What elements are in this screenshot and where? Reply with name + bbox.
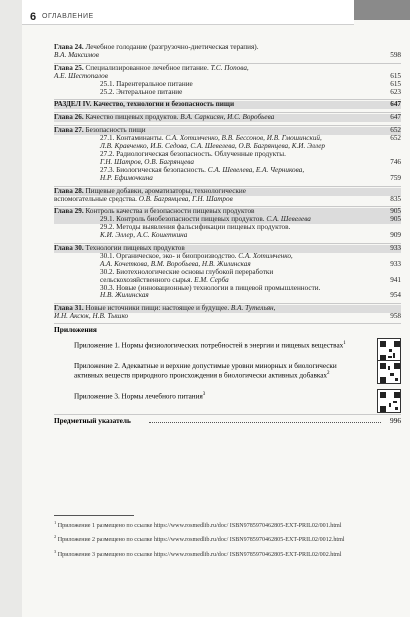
toc-entry xyxy=(54,303,401,321)
qr-code-icon xyxy=(377,360,401,384)
entry-title: Лечебное голодание (разгрузочно-диетическая терапия). xyxy=(83,43,259,51)
toc-entry xyxy=(54,186,401,204)
entry-title: РАЗДЕЛ IV. Качество, технологии и безопасность пищи xyxy=(54,100,235,109)
page-number: 6 xyxy=(30,11,37,23)
appendix-item xyxy=(54,362,401,379)
entry-authors: Е.М. Серба xyxy=(194,275,229,284)
footnote-marker: 1 xyxy=(343,341,346,347)
entry-title: 27.2. Радиологическая безопасность. Облученные продукты. xyxy=(100,149,286,158)
chapter-label: Глава 26. xyxy=(54,113,84,122)
entry-title: Технологии пищевых продуктов xyxy=(83,244,185,253)
toc-entry xyxy=(54,112,401,122)
footnote-marker: 3 xyxy=(202,391,206,397)
page-ref: 598 xyxy=(390,50,401,59)
chapter-label: Глава 31. xyxy=(54,304,84,313)
entry-authors: К.И. Эллер, А.С. Кошеткина xyxy=(100,231,188,240)
page-ref: 623 xyxy=(390,87,401,96)
footnote-text: Приложение 3 размещено по ссылке https://www.rosmedlib.ru/doc/ ISBN9785970462805-EXT-PRIL02/002.html xyxy=(56,551,342,558)
appendix-text: Приложение 2. Адекватные и верхние допустимые уровни минорных и биологически активных веществ природного происхождения в биологически активных добавках xyxy=(74,361,337,379)
entry-title: 29.2. Методы выявления фальсификации пищевых продуктов. xyxy=(100,223,291,232)
footnote-number: 1 xyxy=(54,520,57,525)
entry-title: 27.1. Контаминанты. xyxy=(100,134,166,143)
toc-line xyxy=(54,196,401,204)
page-ref: 905 xyxy=(390,215,401,224)
entry-authors: Н.Р. Ефимочкина xyxy=(100,173,153,182)
chapter-label: Глава 30. xyxy=(54,244,84,253)
toc-line xyxy=(54,52,401,60)
page-ref: 652 xyxy=(390,134,401,143)
page-ref: 615 xyxy=(390,79,401,88)
page-ref: 746 xyxy=(390,157,401,166)
running-title: ОГЛАВЛЕНИЕ xyxy=(42,13,94,20)
page-ref: 905 xyxy=(390,207,401,216)
toc-line xyxy=(54,114,401,122)
footnote xyxy=(54,548,394,559)
entry-authors: Н.В. Жилинская xyxy=(100,291,149,300)
entry-title: 29.1. Контроль биобезопасности пищевых продуктов. xyxy=(100,215,267,224)
page-ref: 933 xyxy=(390,259,401,268)
entry-authors: В.А. Максимов xyxy=(54,50,99,59)
entry-authors: Л.В. Кравченко, И.Б. Седова, С.А. Шевелева, О.В. Багрянцева, К.И. Эллер xyxy=(100,142,325,151)
appendix-item xyxy=(54,391,401,400)
header-bar xyxy=(354,0,410,20)
toc-entry xyxy=(54,89,401,97)
appendix-text: Приложение 1. Нормы физиологических потребностей в энергии и пищевых веществах xyxy=(74,341,344,350)
toc-line xyxy=(54,313,401,321)
toc-entry xyxy=(54,99,401,109)
footnote-text: Приложение 1 размещено по ссылке https://www.rosmedlib.ru/doc/ ISBN9785970462805-EXT-PRIL02/001.html xyxy=(56,523,342,530)
entry-authors: О.В. Багрянцева, Г.Н. Шатров xyxy=(138,194,233,203)
entry-title: Пищевые добавки, ароматизаторы, технологические xyxy=(83,186,246,195)
entry-title: 27.3. Биологическая безопасность. xyxy=(100,165,208,174)
entry-title: 30.1. Органическое, эко- и биопроизводство. xyxy=(100,251,239,260)
chapter-label: Глава 25. xyxy=(54,63,84,72)
footnote xyxy=(54,533,394,544)
toc-line xyxy=(54,89,401,97)
qr-code-icon xyxy=(377,389,401,413)
entry-authors: А.А. Кочеткова, В.М. Воробьева, Н.В. Жилинская xyxy=(100,259,251,268)
footnote-number: 3 xyxy=(54,548,57,554)
chapter-label: Глава 28. xyxy=(54,186,84,195)
page-ref: 652 xyxy=(390,126,401,135)
toc-line xyxy=(54,292,401,300)
book-page xyxy=(22,0,410,617)
toc-line xyxy=(54,232,401,240)
page-ref: 996 xyxy=(390,416,401,426)
footnote-rule xyxy=(54,515,134,516)
toc-line xyxy=(54,175,401,183)
page-ref: 647 xyxy=(390,113,401,122)
footnote-marker: 2 xyxy=(327,370,330,376)
toc-entry xyxy=(54,253,401,269)
entry-authors: С.А. Шевелева, Е.А. Черникова, xyxy=(207,165,305,174)
entry-authors: С.А. Хотимченко, xyxy=(238,251,293,260)
entry-title: 25.2. Энтеральное питание xyxy=(100,87,183,96)
toc-line xyxy=(54,101,401,109)
toc-entry xyxy=(54,135,401,151)
leader-dots xyxy=(149,422,381,423)
page-ref: 954 xyxy=(390,291,401,300)
chapter-label: Глава 24. xyxy=(54,43,84,51)
entry-title: Контроль качества и безопасности пищевых продуктов xyxy=(83,207,255,216)
entry-title: вспомогательные средства. xyxy=(54,194,139,203)
toc-entry xyxy=(54,151,401,167)
entry-authors: В.А. Саркисян, И.С. Воробьева xyxy=(180,113,275,122)
subject-index-label: Предметный указатель xyxy=(54,416,131,426)
entry-title: Качество пищевых продуктов. xyxy=(83,113,181,122)
entry-title: сельскохозяйственного сырья. xyxy=(100,275,195,284)
entry-title: Специализированное лечебное питание. xyxy=(83,63,211,72)
entry-authors: Г.Н. Шатров, О.В. Багрянцева xyxy=(100,157,194,166)
entry-authors: Т.С. Попова, xyxy=(210,63,249,72)
table-of-contents xyxy=(54,44,401,425)
toc-entry xyxy=(54,269,401,285)
footnotes xyxy=(54,515,394,562)
page-ref: 615 xyxy=(390,71,401,80)
footnote-text: Приложение 2 размещено по ссылке https://www.rosmedlib.ru/doc/ ISBN9785970462805-EXT-PRIL02/0012.html xyxy=(56,537,345,544)
chapter-label: Глава 29. xyxy=(54,207,84,216)
entry-title: Новые источники пищи: настоящее и будущее. xyxy=(83,304,231,313)
appendices-section xyxy=(54,323,401,400)
appendix-text: Приложение 3. Нормы лечебного питания xyxy=(74,392,203,401)
footnote xyxy=(54,519,394,530)
page-ref: 759 xyxy=(390,173,401,182)
entry-title: 30.3. Новые (инновационные) технологии в пищевой промышленности. xyxy=(100,283,321,292)
page-ref: 941 xyxy=(390,275,401,284)
entry-title: Безопасность пищи xyxy=(83,126,146,135)
page-ref: 958 xyxy=(390,312,401,321)
toc-entry xyxy=(54,224,401,240)
page-ref: 933 xyxy=(390,244,401,253)
entry-authors: В.А. Тутельян, xyxy=(230,304,276,313)
qr-code-icon xyxy=(377,338,401,362)
appendix-item xyxy=(54,340,401,349)
toc-entry xyxy=(54,167,401,183)
entry-authors: С.А. Шевелева xyxy=(266,215,311,224)
toc-entry xyxy=(54,285,401,301)
entry-title: 25.1. Парентеральное питание xyxy=(100,79,193,88)
toc-entry xyxy=(54,44,401,60)
entry-authors: С.А. Хотимченко, В.В. Бессонов, И.В. Гмошинский, xyxy=(165,134,322,143)
toc-line xyxy=(54,44,401,52)
page-ref: 647 xyxy=(390,100,401,109)
entry-authors: А.Е. Шестопалов xyxy=(54,71,108,80)
toc-entry xyxy=(54,63,401,81)
subject-index-row xyxy=(54,414,401,425)
entry-title: 30.2. Биотехнологические основы глубокой переработки xyxy=(100,267,274,276)
footnote-number: 2 xyxy=(54,534,57,540)
page-ref: 835 xyxy=(390,194,401,203)
entry-authors: И.Н. Аксюк, Н.В. Тышко xyxy=(54,312,129,321)
page-header xyxy=(22,0,354,25)
page-ref: 909 xyxy=(390,231,401,240)
appendices-title: Приложения xyxy=(54,325,97,335)
chapter-label: Глава 27. xyxy=(54,126,84,135)
